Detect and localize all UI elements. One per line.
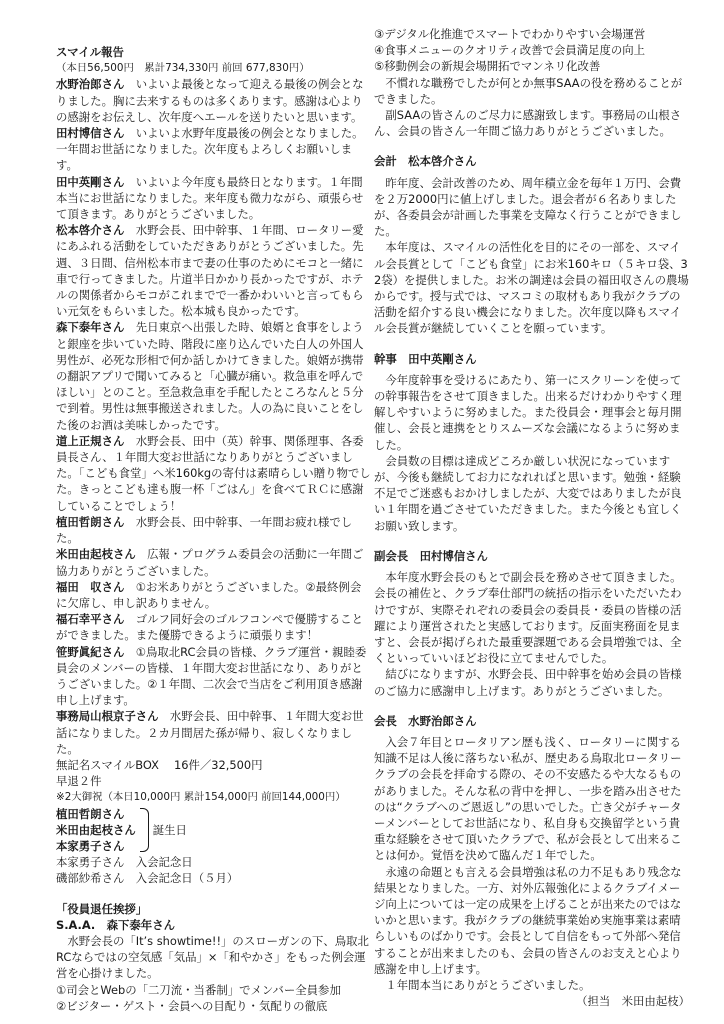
- president-paragraph: １年間本当にありがとうございました。: [374, 977, 591, 992]
- birthday-label: 誕生日: [152, 822, 187, 837]
- member-name: 福石幸平さん: [56, 612, 125, 627]
- anniversary-item: 本家勇子さん 入会記念日: [56, 855, 193, 870]
- smile-entry: [56, 319, 372, 432]
- smile-entry: [56, 611, 372, 643]
- entry-text: ①鳥取北RC会員の皆様、クラブ運営・親睦委員会のメンバーの皆様、１年間大変お世話になり、ありがとうございました。②１年間、二次会で当店をご利用頂き感謝申し上げます。: [56, 644, 367, 708]
- vice-president-paragraph: 本年度水野会長のもとで副会長を務めさせて頂きました。会長の補佐と、クラブ奉仕部門の統括の指示をいただいたわけですが、実際それぞれの委員会の委員長・委員の皆様の活躍により運営されたと実感しております。反面実務面を見ますと、会長が掲げられた最重要課題である会員増強では、全くといっていいほどお役に立てませんでした。: [374, 570, 682, 666]
- member-name: 米田由起枝さん: [56, 547, 136, 562]
- saa-heading: S.A.A. 森下泰年さん: [56, 917, 175, 932]
- president-paragraph: 永遠の命題とも言える会員増強は私の力不足もあり残念な結果となりました。一方、対外広報強化によるクラブイメージ向上については一定の成果を上げることが出来たのではないかと思います。我がクラブの継続事業始め実施事業は素晴らしいものばかりです。会長として自信をもって外部へ発信することが出来ましたのも、会員の皆さんのお支えと心より感謝を申し上げます。: [374, 864, 682, 976]
- member-name: 田中英剛さん: [56, 174, 125, 189]
- treasurer-heading: 会計 松本啓介さん: [374, 154, 477, 169]
- member-name: 水野治郎さん: [56, 77, 125, 92]
- saa-point: ②ビジター・ゲスト・会員への目配り・気配りの徹底: [56, 998, 328, 1013]
- smile-entry: [56, 222, 372, 319]
- birthday-names: [56, 806, 136, 855]
- right-column: [374, 26, 690, 1009]
- saa-closing: 不慣れな職務でしたが何とか無事SAAの役を務めることができました。: [374, 75, 683, 106]
- retirement-section-title: 「役員退任挨拶」: [56, 901, 148, 916]
- entry-text: 水野会長、田中幹事、１年間大変お世話になりました。２カ月間居た孫が帰り、寂しくなりました。: [56, 709, 364, 756]
- entry-text: いよいよ今年度も最終日となります。１年間本当にお世話になりました。来年度も微力ながら、頑張らせて頂きます。ありがとうございました。: [56, 174, 364, 222]
- smile-entry: [56, 644, 372, 709]
- president-paragraph: 入会７年目とロータリアン歴も浅く、ロータリーに関する知識不足は人後に落ちない私が、歴史ある鳥取北ロータリークラブの会長を拝命する際の、その不安感たるや大なるものがありました。そんな私の背中を押し、一歩を踏み出させたのは“クラブへのご恩返し”の思いでした。亡き父がチャーターメンバーとしてお世話になり、私自身も交換留学という貴重な経験をさせて頂いたクラブで、私が会長として出来ることは何か。覚悟を決めて臨んだ１年でした。: [374, 734, 682, 863]
- smile-entry: [56, 514, 372, 546]
- saa-point: ④食事メニューのクオリティ改善で会員満足度の向上: [374, 43, 646, 58]
- entry-text: 水野会長、田中（英）幹事、関係理事、各委員長さん、１年間大変お世話になりありがとうございました。「こども食堂」へ米160kgの寄付は素晴らしい贈り物でした。きっとこども達も腹一杯「ごはん」を食べてＲＣに感謝していることでしょう！: [56, 433, 371, 513]
- smile-entry: [56, 546, 372, 578]
- vice-president-paragraph: 結びになりますが、水野会長、田中幹事を始め会員の皆様のご協力に感謝申し上げます。ありがとうございました。: [374, 667, 682, 698]
- vice-president-heading: 副会長 田村博信さん: [374, 548, 488, 563]
- smile-report-title: スマイル報告: [56, 45, 124, 59]
- smile-entry: [56, 125, 372, 174]
- early-leave-count: 早退２件: [56, 774, 102, 789]
- member-name: 福田 収さん: [56, 579, 125, 594]
- birthday-member: 米田由起枝さん: [56, 822, 136, 837]
- anonymous-smile-box: 無記名スマイルBOX 16件／32,500円: [56, 757, 263, 772]
- spacer: [374, 139, 690, 153]
- entry-text: いよいよ最後となって迎える最後の例会となりました。胸に去来するものは多くあります。感謝は心よりの感謝をお伝えし、次年度へエールを送りたいと思います。: [56, 77, 364, 124]
- double-celebration-totals: ※2大御祝（本日10,000円 累計154,000円 前回144,000円）: [56, 791, 346, 804]
- entry-text: 水野会長、田中幹事、１年間、ロータリー愛にあふれる活動をしていただきありがとうございました。先週、３日間、信州松本市まで妻の仕事のためにモコと一緒に車で行ってきました。片道半日かかり長かったですが、ホテルの関係者からモコがこれまでで一番かわいいと言ってもらい元気をもらいました。松本城も良かったです。: [56, 223, 364, 319]
- entry-text: いよいよ水野年度最後の例会となりました。一年間お世話になりました。次年度もよろしくお願いします。: [56, 126, 364, 173]
- smile-entry: [56, 708, 372, 757]
- birthday-member: 本家勇子さん: [56, 838, 125, 853]
- president-heading: 会長 水野治郎さん: [374, 713, 477, 728]
- birthday-member: 植田哲朗さん: [56, 806, 125, 821]
- member-name: 田村博信さん: [56, 126, 125, 141]
- saa-point: ⑤移動例会の新規会場開拓でマンネリ化改善: [374, 59, 601, 74]
- anniversary-item: 磯部紗希さん 入会記念日（５月）: [56, 871, 239, 886]
- entry-text: 広報・プログラム委員会の活動に一年間ご協力ありがとうございました。: [56, 547, 364, 578]
- brace-divider: [140, 808, 149, 853]
- entry-text: ゴルフ同好会のゴルフコンペで優勝することができました。また優勝できるように頑張ります！: [56, 612, 363, 643]
- smile-totals: （本日56,500円 累計734,330円 前回 677,830円）: [56, 62, 310, 75]
- member-name: 森下泰年さん: [56, 320, 125, 335]
- treasurer-paragraph: 昨年度、会計改善のため、周年積立金を毎年１万円、会費を２万2000円に値上げしました。退会者が６名ありましたが、各委員会が計画した事業を支障なく行うことができました。: [374, 175, 682, 239]
- smile-entry: [56, 76, 372, 125]
- smile-entry: [56, 433, 372, 514]
- member-name: 事務局山根京子さん: [56, 709, 159, 724]
- smile-entries: [56, 76, 372, 757]
- smile-entry: [56, 579, 372, 611]
- saa-point: ③デジタル化推進でスマートでわかりやすい会場運営: [374, 27, 646, 41]
- member-name: 松本啓介さん: [56, 223, 125, 238]
- entry-text: 水野会長、田中幹事、一年間お疲れ様でした。: [56, 514, 353, 546]
- member-name: 道上正規さん: [56, 433, 125, 448]
- saa-closing: 副SAAの皆さんのご尽力に感謝致します。事務局の山根さん、会員の皆さん一年間ご協力ありがとうございました。: [374, 108, 682, 139]
- smile-entry: [56, 174, 372, 223]
- left-column: [56, 44, 372, 1014]
- secretary-heading: 幹事 田中英剛さん: [374, 351, 477, 366]
- spacer: [374, 534, 690, 548]
- birthday-group: [56, 806, 372, 855]
- secretary-paragraph: 今年度幹事を受けるにあたり、第一にスクリーンを使っての幹事報告をさせて頂きました。出来るだけわかりやすく理解しやすいように努めました。また役員会・理事会と毎月開催し、会長と連携をとりスムーズな会議になるように努めました。: [374, 372, 682, 452]
- member-name: 笹野眞紀さん: [56, 644, 125, 659]
- editor-credit: （担当 米田由起枝）: [576, 994, 690, 1009]
- member-name: 植田哲朗さん: [56, 514, 125, 529]
- spacer: [56, 887, 372, 901]
- saa-point: ①司会とWebの「二刀流・当番制」でメンバー全員参加: [56, 982, 341, 997]
- treasurer-paragraph: 本年度は、スマイルの活性化を目的にその一部を、スマイル会長賞として「こども食堂」にお米160キロ（５キロ袋、32袋）を提供しました。お米の調達は会員の福田収さんの農場からです。授与式では、マスコミの取材もあり我がクラブの活動を紹介する良い機会になりました。次年度以降もスマイル会長賞が継続していくことを願っています。: [374, 240, 689, 336]
- spacer: [374, 337, 690, 351]
- entry-text: 先日東京へ出張した時、娘婿と食事をしようと銀座を歩いていた時、階段に座り込んでいた白人の外国人男性が、必死な形相で何か話しかけてきました。娘婿が携帯の翻訳アプリで聞いてみると「心臓が痛い。救急車を呼んでほしい」とのこと。至急救急車を手配したところなんと５分で到着。男性は無事搬送されました。人の為に良いことをした後のお酒は美味しかったです。: [56, 320, 364, 432]
- saa-text: 水野会長の「It’s showtime!!」のスローガンの下、鳥取北RCならではの空気感「気品」×「和やかさ」をもった例会運営を心掛けました。: [56, 933, 369, 981]
- entry-text: ①お米ありがとうございました。②最終例会に欠席し、申し訳ありません。: [56, 579, 362, 610]
- spacer: [374, 699, 690, 713]
- secretary-paragraph: 会員数の目標は達成どころか厳しい状況になっていますが、今後も継続してお力になれればと思います。勉強・経験不足でご迷惑もおかけしましたが、大変ではありましたが良い１年間を過ごさせていただきました。また今後とも宜しくお願い致します。: [374, 453, 682, 533]
